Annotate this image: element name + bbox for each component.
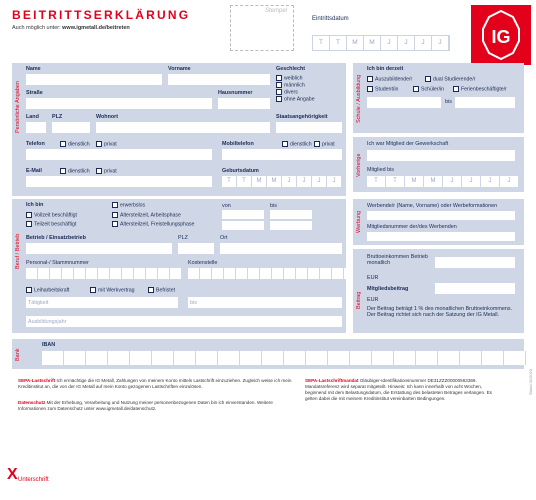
kostenstelle-field[interactable] [188,268,356,279]
iban-cell[interactable] [64,351,86,365]
iban-cell[interactable] [152,351,174,365]
gender-option[interactable]: divers [276,89,298,95]
iban-cell[interactable] [350,351,372,365]
work-title: Ich bin [26,202,44,208]
iban-cell[interactable] [108,351,130,365]
birthdate-cell[interactable]: J [282,176,297,187]
kostenstelle-cell[interactable] [212,268,224,279]
strasse-input[interactable] [26,98,212,109]
land-label: Land [26,114,39,120]
work-ort-input[interactable] [220,243,342,254]
mobil-dienstlich[interactable]: dienstlich [282,141,312,147]
gender-label: Geschlecht [276,66,306,72]
wohnort-label: Wohnort [96,114,119,120]
kostenstelle-cell[interactable] [308,268,320,279]
work-von-label: von [222,203,231,209]
kostenstelle-cell[interactable] [272,268,284,279]
recruit-name-input[interactable] [367,211,515,220]
plz-input[interactable] [52,122,90,133]
hausnummer-input[interactable] [218,98,270,109]
work-plz-input[interactable] [178,243,214,254]
iban-cell[interactable] [240,351,262,365]
name-label: Name [26,66,41,72]
mobil-privat[interactable]: privat [314,141,335,147]
personal-nr-field[interactable] [26,268,182,279]
recruit-member-input[interactable] [367,232,515,241]
iban-cell[interactable] [482,351,504,365]
recruit-section-label: Werbung [356,210,362,233]
privacy-note: Datenschutz Mit der Erhebung, Verarbeitung und Nutzung meiner personenbezogenen Daten bin ich einverstanden. Weitere Informationen zum Datenschutz unter www.igmetall.de/datenschutz. [18,400,273,411]
taetigkeit-input[interactable]: Tätigkeit [26,297,178,308]
previous-date-cell[interactable]: T [367,176,386,187]
entry-date-cell[interactable]: T [330,36,347,50]
iban-cell[interactable] [416,351,438,365]
betrieb-input[interactable] [26,243,172,254]
svg-text:IG: IG [491,27,511,47]
previous-title: Ich war Mitglied der Gewerkschaft [367,141,449,147]
iban-cell[interactable] [284,351,306,365]
income-section [353,249,524,333]
work-option[interactable]: Vollzeit beschäftigt [26,212,77,218]
status-option[interactable]: Ferienbeschäftigte/r [453,86,507,92]
email-input[interactable] [26,176,212,187]
entry-date-label: Eintrittsdatum [312,16,349,22]
status-title: Ich bin derzeit [367,66,404,72]
iban-label: IBAN [42,342,56,348]
kostenstelle-label: Kostenstelle [188,260,218,266]
side-note: Stand 01/2020 [528,368,533,395]
mobil-label: Mobiltelefon [222,141,254,147]
status-section-label: Schule / Ausbildung [356,74,362,123]
previous-date-field[interactable] [367,176,519,187]
status-option[interactable]: Auszubildende/r [367,76,412,82]
kostenstelle-cell[interactable] [224,268,236,279]
iban-cell[interactable] [394,351,416,365]
status-option[interactable]: Student/in [367,86,398,92]
beitrag-input[interactable] [435,283,515,294]
personal-section [12,63,346,196]
previous-date-cell[interactable]: J [481,176,500,187]
kostenstelle-cell[interactable] [188,268,200,279]
iban-cell[interactable] [42,351,64,365]
brutto-unit: EUR [367,275,379,281]
personal-nr-cell[interactable] [86,268,98,279]
iban-field[interactable] [42,351,526,365]
email-privat[interactable]: privat [96,168,117,174]
hausnummer-label: Hausnummer [218,90,253,96]
birthdate-cell[interactable]: J [297,176,312,187]
personal-nr-cell[interactable] [146,268,158,279]
gender-option[interactable]: männlich [276,82,305,88]
previous-date-cell[interactable]: T [386,176,405,187]
kostenstelle-cell[interactable] [332,268,344,279]
birthdate-cell[interactable]: J [327,176,342,187]
leiharbeit-option[interactable]: Leiharbeitskraft [26,287,69,293]
work-until-input[interactable]: bis [188,297,342,308]
staatsang-input[interactable] [276,122,342,133]
entry-date-field[interactable] [312,35,450,51]
entry-date-cell[interactable]: T [313,36,330,50]
work-section [12,199,346,333]
birthdate-cell[interactable]: M [267,176,282,187]
ausbildung-input[interactable]: Ausbildungsjahr [26,316,342,327]
brutto-input[interactable] [435,257,515,268]
previous-date-cell[interactable]: M [424,176,443,187]
mandate-note: SEPA-Lastschriftmandat Gläubiger-Identifikationsnummer DE31ZZZ00000563369. Mandatsreferenz wird separat mitgeteilt. Hinweis: Ich kann innerhalb von acht Wochen, beginnend mit dem Belastungsdatum, die Erstattung des belasteten Betrages verlangen. Es gelten dabei die mit meinem Kreditinstitut vereinbarten Bedingungen. [305,378,492,401]
iban-cell[interactable] [460,351,482,365]
telefon-dienstlich[interactable]: dienstlich [60,141,90,147]
income-text: Der Beitrag beträgt 1 % des monatlichen Bruttoeinkommens. Der Beitrag richtet sich nach der Satzung der IG Metall. [367,306,513,318]
signature-line[interactable]: Unterschrift [18,477,49,483]
birthdate-field[interactable] [222,176,342,187]
kostenstelle-cell[interactable] [236,268,248,279]
previous-section-label: Vorherige [356,153,362,177]
iban-cell[interactable] [174,351,196,365]
personal-nr-cell[interactable] [26,268,38,279]
previous-date-cell[interactable]: J [462,176,481,187]
telefon-input[interactable] [26,149,212,160]
iban-cell[interactable] [372,351,394,365]
iban-cell[interactable] [262,351,284,365]
work-option[interactable]: Altersteilzeit, Freistellungsphase [112,221,194,227]
signature-mark: X [7,466,18,483]
entry-date-cell[interactable]: J [415,36,432,50]
betrieb-label: Betrieb / Einsatzbetrieb [26,235,86,241]
work-bis-input-2[interactable] [270,221,312,230]
subtitle-url[interactable]: www.igmetall.de/beitreten [62,25,130,31]
iban-cell[interactable] [438,351,460,365]
vorname-input[interactable] [168,74,270,85]
iban-cell[interactable] [218,351,240,365]
birthdate-cell[interactable]: T [237,176,252,187]
email-label: E-Mail [26,168,42,174]
personal-nr-cell[interactable] [50,268,62,279]
previous-union-input[interactable] [367,150,515,161]
gender-option[interactable]: weiblich [276,75,302,81]
status-from-input[interactable] [367,97,441,108]
personal-nr-cell[interactable] [98,268,110,279]
land-input[interactable] [26,122,46,133]
work-von-input-2[interactable] [222,221,264,230]
gender-option[interactable]: ohne Angabe [276,96,315,102]
iban-cell[interactable] [504,351,526,365]
iban-cell[interactable] [306,351,328,365]
vorname-label: Vorname [168,66,191,72]
personal-section-label: Persönliche Angaben [15,81,21,133]
entry-date-cell[interactable]: M [364,36,381,50]
work-bis-input[interactable] [270,210,312,219]
birthdate-cell[interactable]: M [252,176,267,187]
entry-date-cell[interactable]: J [432,36,449,50]
befristet-option[interactable]: Befristet [148,287,175,293]
work-option[interactable]: Teilzeit beschäftigt [26,221,76,227]
recruit-section [353,199,524,245]
form-title: BEITRITTSERKLÄRUNG [12,8,191,22]
personal-nr-cell[interactable] [38,268,50,279]
personal-nr-cell[interactable] [62,268,74,279]
work-option[interactable]: Altersteilzeit, Arbeitsphase [112,212,181,218]
birthdate-cell[interactable]: T [222,176,237,187]
birthdate-label: Geburtsdatum [222,168,259,174]
status-option[interactable]: dual Studierende/r [425,76,475,82]
personal-nr-label: Personal-/ Stammnummer [26,260,89,266]
previous-date-cell[interactable]: M [405,176,424,187]
stamp-box: Stempel [230,5,294,51]
work-option[interactable]: erwerbslos [112,202,145,208]
status-section [353,63,524,133]
staatsang-label: Staatsangehörigkeit [276,114,328,120]
personal-nr-cell[interactable] [110,268,122,279]
brutto-label: Bruttoeinkommen Betrieb monatlich [367,254,428,266]
previous-section [353,137,524,192]
work-ort-label: Ort [220,235,228,241]
work-von-input[interactable] [222,210,264,219]
kostenstelle-cell[interactable] [248,268,260,279]
werkvertrag-option[interactable]: mit Werkvertrag [90,287,135,293]
iban-cell[interactable] [196,351,218,365]
form-subtitle: Auch möglich unter: www.igmetall.de/beitreten [12,25,130,31]
previous-bis-label: Mitglied bis [367,167,394,173]
personal-nr-cell[interactable] [134,268,146,279]
wohnort-input[interactable] [96,122,270,133]
email-dienstlich[interactable]: dienstlich [60,168,90,174]
entry-date-cell[interactable]: J [398,36,415,50]
status-to-input[interactable] [455,97,515,108]
iban-cell[interactable] [86,351,108,365]
recruit-member-label: Mitgliedsnummer der/des Werbenden [367,224,457,230]
iban-cell[interactable] [130,351,152,365]
ig-metall-logo [471,5,531,65]
personal-nr-cell[interactable] [158,268,170,279]
previous-date-cell[interactable]: J [500,176,519,187]
bank-section-label: Bank [15,348,21,361]
kostenstelle-cell[interactable] [284,268,296,279]
name-input[interactable] [26,74,162,85]
entry-date-cell[interactable]: M [347,36,364,50]
personal-nr-cell[interactable] [122,268,134,279]
sepa-note: SEPA-Lastschrift Ich ermächtige die IG Metall, Zahlungen von meinem Konto mittels Lastschrift einzuziehen. Zugleich weise ich mein Kreditinstitut an, die von der IG Metall auf mein Konto gezogenen Lastschriften einzulösen. [18,378,292,389]
telefon-label: Telefon [26,141,45,147]
iban-cell[interactable] [328,351,350,365]
telefon-privat[interactable]: privat [96,141,117,147]
income-section-label: Beitrag [356,291,362,309]
previous-date-cell[interactable]: J [443,176,462,187]
work-section-label: Beruf / Betrieb [15,233,21,269]
work-plz-label: PLZ [178,235,188,241]
personal-nr-cell[interactable] [74,268,86,279]
birthdate-cell[interactable]: J [312,176,327,187]
kostenstelle-cell[interactable] [200,268,212,279]
recruit-title: Werbende/r (Name, Vorname) oder Werbeformationen [367,203,498,209]
status-option[interactable]: Schüler/in [413,86,444,92]
personal-nr-cell[interactable] [170,268,182,279]
kostenstelle-cell[interactable] [296,268,308,279]
status-bis-label: bis [445,99,452,105]
work-bis-label: bis [270,203,277,209]
strasse-label: Straße [26,90,43,96]
plz-label: PLZ [52,114,63,120]
beitrag-label: Mitgliedsbeitrag [367,286,409,292]
entry-date-cell[interactable]: J [381,36,398,50]
beitrag-unit: EUR [367,297,379,303]
kostenstelle-cell[interactable] [260,268,272,279]
mobil-input[interactable] [222,149,342,160]
kostenstelle-cell[interactable] [320,268,332,279]
bank-section [12,339,524,369]
